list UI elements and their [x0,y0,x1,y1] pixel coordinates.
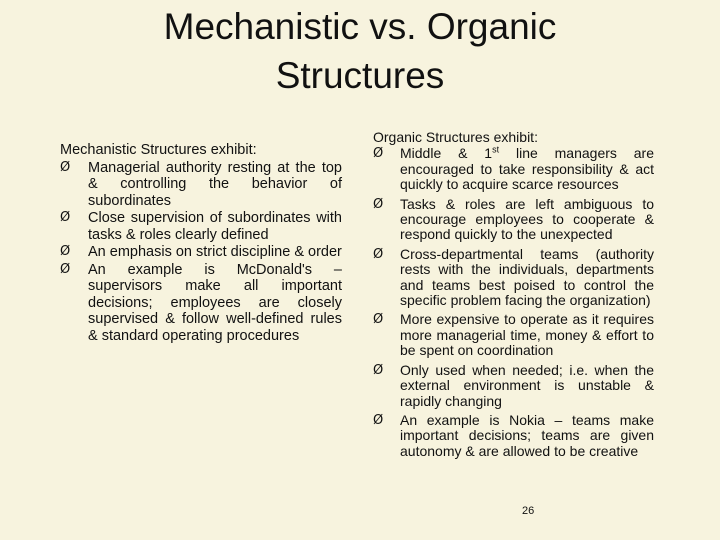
mechanistic-intro: Mechanistic Structures exhibit: [60,142,257,158]
organic-column [373,130,654,463]
list-item: Ø Close supervision of subordinates with tasks & roles clearly defined [60,210,342,243]
arrow-bullet-icon: Ø [373,312,384,328]
arrow-bullet-icon: Ø [373,246,384,262]
list-item: Ø An emphasis on strict discipline & order [60,244,342,260]
mechanistic-column [60,142,342,345]
arrow-bullet-icon: Ø [60,244,71,259]
organic-intro: Organic Structures exhibit: [373,129,538,145]
arrow-bullet-icon: Ø [60,210,71,225]
list-item: Ø Only used when needed; i.e. when the external environment is unstable & rapidly changing [373,361,654,409]
list-item: Ø Cross-departmental teams (authority rests with the individuals, departments and teams best poised to control the specific problem facing the organization) [373,245,654,309]
arrow-bullet-icon: Ø [373,146,384,162]
slide-title: Mechanistic vs. Organic Structures [163,6,557,96]
arrow-bullet-icon: Ø [373,412,384,428]
list-item: Ø More expensive to operate as it requires more managerial time, money & effort to be spent on coordination [373,311,654,359]
page-number: 26 [522,505,535,517]
list-item: Ø An example is Nokia – teams make important decisions; teams are given autonomy & are allowed to be creative [373,411,654,459]
arrow-bullet-icon: Ø [373,362,384,378]
arrow-bullet-icon: Ø [373,196,384,212]
organic-list [373,146,654,459]
ordinal-suffix: st [492,144,500,155]
list-item: Ø Managerial authority resting at the top & controlling the behavior of subordinates [60,159,342,209]
list-item: Ø Tasks & roles are left ambiguous to encourage employees to cooperate & respond quickly to the unexpected [373,195,654,243]
list-item: Ø An example is McDonald's – supervisors make all important decisions; employees are closely supervised & follow well-defined rules & standard operating procedures [60,261,342,344]
arrow-bullet-icon: Ø [60,261,71,277]
mechanistic-list [60,160,342,345]
arrow-bullet-icon: Ø [60,159,71,175]
list-item: Ø Middle & 1st line managers are encouraged to take responsibility & act quickly to acquire scarce resources [373,144,655,193]
